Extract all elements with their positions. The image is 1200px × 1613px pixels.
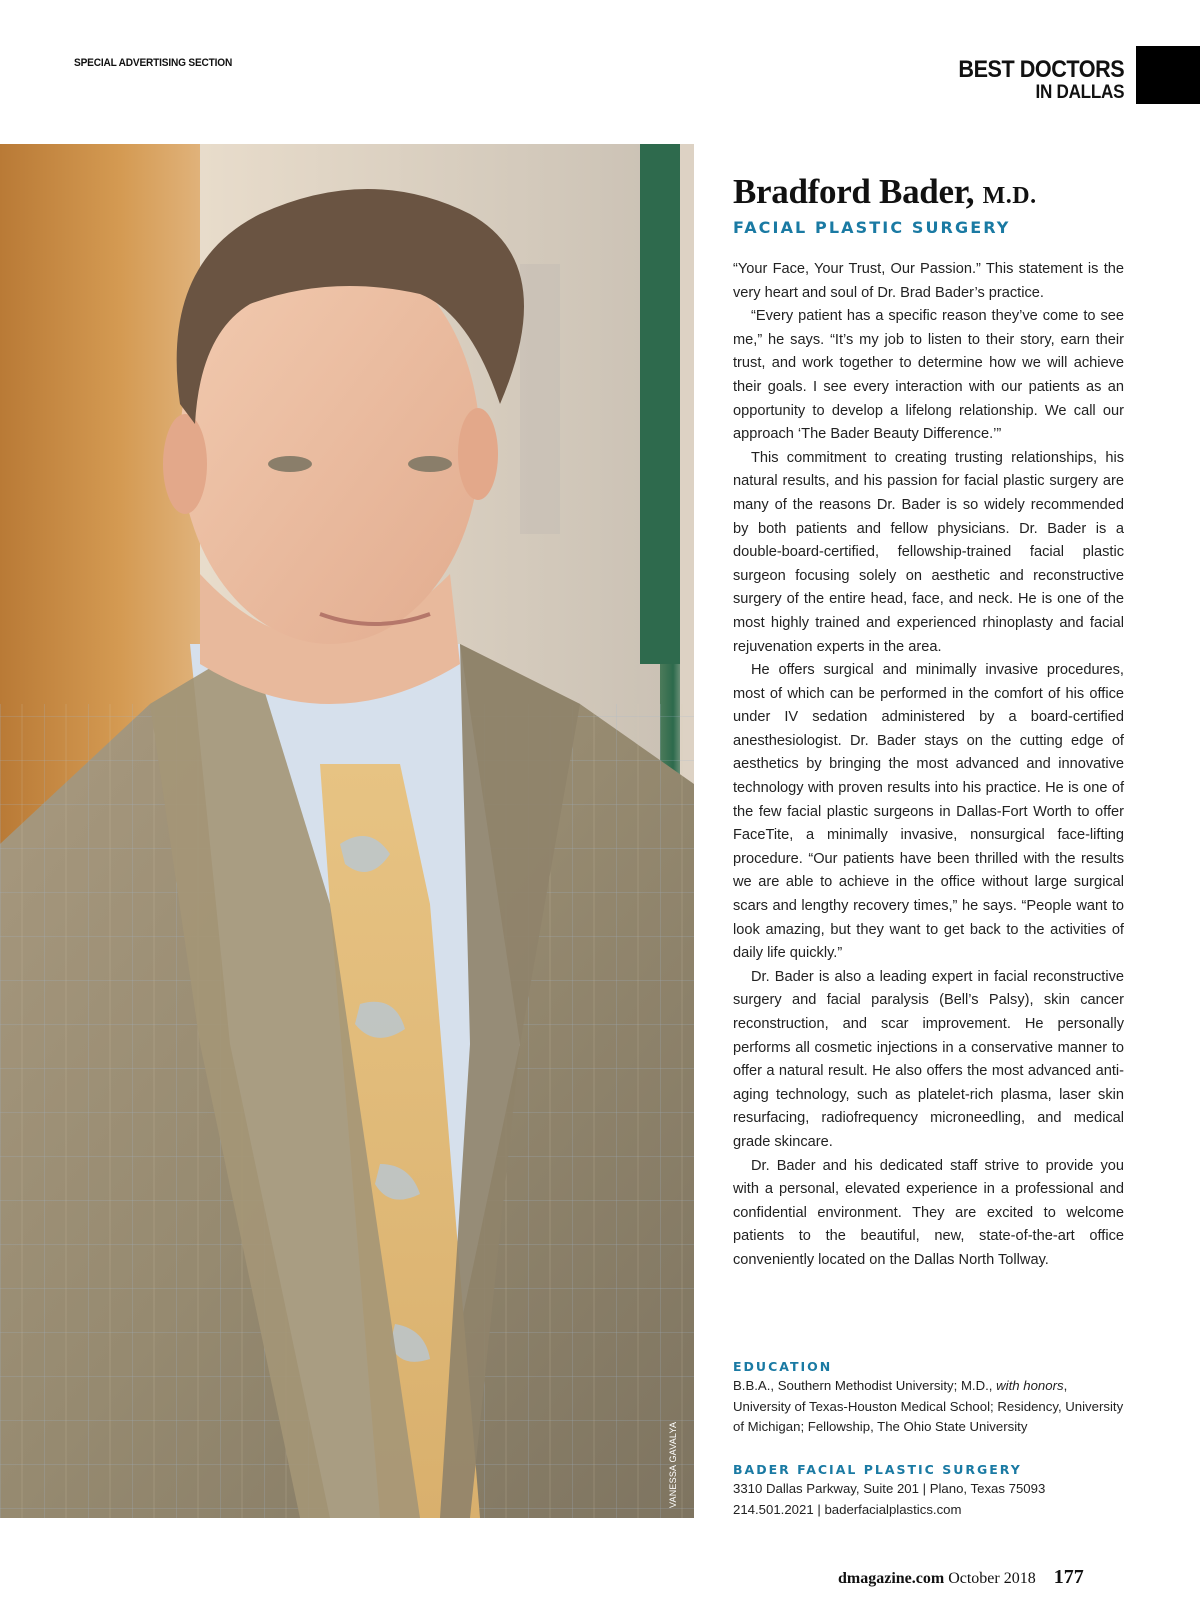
doctor-name-text: Bradford Bader, — [733, 172, 975, 211]
practice-heading: BADER FACIAL PLASTIC SURGERY — [733, 1462, 1022, 1477]
section-tab-marker — [1136, 46, 1200, 104]
series-title — [958, 58, 1124, 104]
profile-paragraph: This commitment to creating trusting relationships, his natural results, and his passion for facial plastic surgery are many of the reasons Dr. Bader is so widely recommended by both patients and fellow physicians. Dr. Bader is a double-board-certified, fellowship-trained facial plastic surgeon focusing solely on aesthetic and reconstructive surgery of the entire head, face, and neck. He is one of the most highly trained and experienced rhinoplasty and facial rejuvenation experts in the area. — [733, 449, 1124, 655]
profile-paragraph: Dr. Bader and his dedicated staff strive to provide you with a personal, elevated experience in a professional and confidential environment. They are excited to welcome patients to the beautiful, new, state-of-the-art office conveniently located on the Dallas North Tollway. — [733, 1157, 1124, 1268]
practice-website-link[interactable]: baderfacialplastics.com — [824, 1501, 962, 1517]
portrait-illustration — [0, 144, 694, 1518]
education-text-part1: B.B.A., Southern Methodist University; M.D., — [733, 1378, 997, 1393]
page-footer — [838, 1566, 1084, 1589]
profile-paragraph: He offers surgical and minimally invasive procedures, most of which can be performed in the comfort of his office under IV sedation administered by a board-certified anesthesiologist. Dr. Bader stays on the cutting edge of aesthetics by bringing the most advanced and innovative technology with proven results into his practice. He is one of the few facial plastic surgeons in Dallas-Fort Worth to offer FaceTite, a minimally invasive, nonsurgical face-lifting procedure. “Our patients have been thrilled with the results we are able to achieve in the office without large surgical scars and lengthy recovery times,” he says. “People want to look amazing, but they want to get back to the activities of daily life quickly.” — [733, 662, 1124, 962]
series-title-line1: BEST DOCTORS — [958, 56, 1124, 83]
photo-credit: VANESSA GAVALYA — [668, 1421, 678, 1508]
profile-paragraph: “Your Face, Your Trust, Our Passion.” This statement is the very heart and soul of Dr. Brad Bader’s practice. — [733, 261, 1124, 301]
practice-phone[interactable]: 214.501.2021 — [733, 1501, 814, 1517]
practice-address: 3310 Dallas Parkway, Suite 201 | Plano, Texas 75093 — [733, 1481, 1046, 1496]
education-honors: with honors — [996, 1378, 1064, 1393]
doctor-specialty: FACIAL PLASTIC SURGERY — [733, 218, 1011, 237]
education-text-part2: , University of Texas-Houston Medical School; Residency, University of Michigan; Fellowship, The Ohio State University — [733, 1378, 1124, 1434]
education-text — [733, 1376, 1124, 1438]
doctor-credential: M.D. — [982, 183, 1037, 209]
page-number: 177 — [1053, 1566, 1084, 1588]
contact-separator: | — [813, 1501, 825, 1517]
doctor-name — [733, 171, 1124, 217]
practice-contact — [733, 1500, 1124, 1521]
practice-section — [733, 1461, 1124, 1520]
profile-paragraph: “Every patient has a specific reason they’ve come to see me,” he says. “It’s my job to listen to their story, earn their trust, and work together to determine how we will achieve their goals. I see every interaction with our patients as an opportunity to develop a lifelong relationship. We call our approach ‘The Bader Beauty Difference.’” — [733, 308, 1124, 443]
education-heading: EDUCATION — [733, 1359, 833, 1374]
doctor-portrait-photo — [0, 144, 694, 1518]
footer-site: dmagazine.com — [838, 1570, 945, 1587]
section-label: SPECIAL ADVERTISING SECTION — [74, 57, 233, 69]
profile-body — [733, 258, 1124, 1273]
series-title-line2: IN DALLAS — [1035, 82, 1124, 103]
footer-issue: October 2018 — [948, 1570, 1036, 1587]
profile-paragraph: Dr. Bader is also a leading expert in facial reconstructive surgery and facial paralysis (Bell’s Palsy), skin cancer reconstruction, and scar improvement. He personally performs all cosmetic injections in a conservative manner to offer a natural result. He also offers the most advanced anti-aging technology, such as platelet-rich plasma, laser skin resurfacing, radiofrequency microneedling, and medical grade skincare. — [733, 968, 1124, 1150]
education-section — [733, 1358, 1124, 1438]
